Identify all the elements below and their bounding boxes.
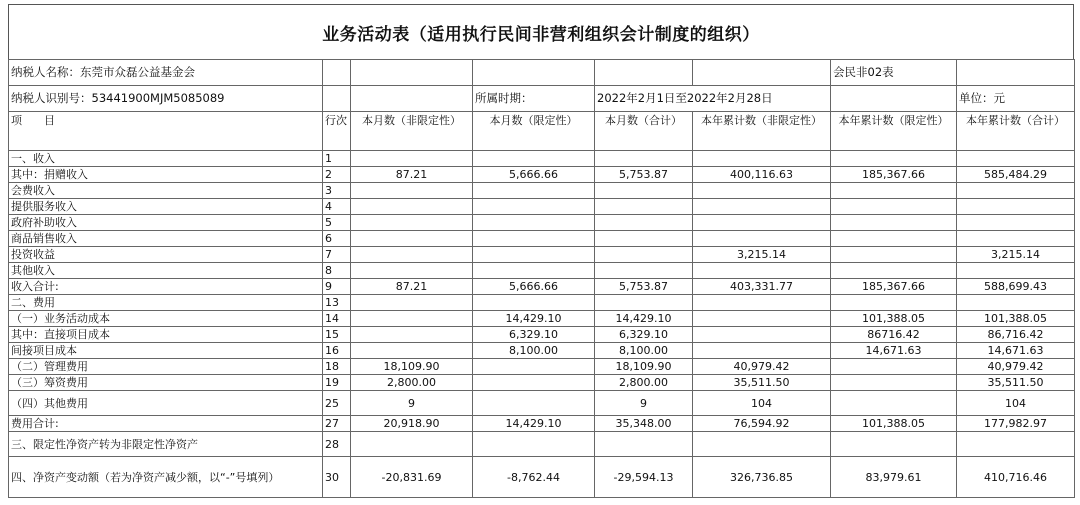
cell-ytd-total bbox=[957, 183, 1075, 199]
cell-month-unrestricted bbox=[351, 247, 473, 263]
cell-month-total bbox=[595, 215, 693, 231]
cell-month-restricted bbox=[473, 359, 595, 375]
cell-month-unrestricted: 87.21 bbox=[351, 167, 473, 183]
table-row bbox=[9, 391, 1075, 416]
cell-item-name: （四）其他费用 bbox=[9, 391, 323, 416]
cell-item-name: 费用合计: bbox=[9, 416, 323, 432]
header-ytd-unrestricted: 本年累计数（非限定性） bbox=[693, 112, 831, 151]
cell-month-total bbox=[595, 295, 693, 311]
cell-ytd-restricted bbox=[831, 199, 957, 215]
table-row bbox=[9, 457, 1075, 498]
cell-month-restricted: 14,429.10 bbox=[473, 416, 595, 432]
cell-month-total: 9 bbox=[595, 391, 693, 416]
table-row bbox=[9, 151, 1075, 167]
cell-line-no: 2 bbox=[323, 167, 351, 183]
cell-ytd-restricted bbox=[831, 375, 957, 391]
cell-ytd-restricted bbox=[831, 183, 957, 199]
cell-line-no: 5 bbox=[323, 215, 351, 231]
cell-month-unrestricted bbox=[351, 151, 473, 167]
cell-month-unrestricted bbox=[351, 263, 473, 279]
cell-month-restricted bbox=[473, 432, 595, 457]
cell-ytd-total: 588,699.43 bbox=[957, 279, 1075, 295]
cell-ytd-restricted bbox=[831, 263, 957, 279]
cell-ytd-unrestricted bbox=[693, 432, 831, 457]
cell-ytd-unrestricted bbox=[693, 263, 831, 279]
cell-ytd-restricted bbox=[831, 295, 957, 311]
table-row bbox=[9, 311, 1075, 327]
cell-ytd-unrestricted bbox=[693, 295, 831, 311]
cell-ytd-restricted: 14,671.63 bbox=[831, 343, 957, 359]
header-ytd-total: 本年累计数（合计） bbox=[957, 112, 1075, 151]
cell-ytd-unrestricted bbox=[693, 343, 831, 359]
header-line-no: 行次 bbox=[323, 112, 351, 151]
cell-month-restricted: -8,762.44 bbox=[473, 457, 595, 498]
cell-ytd-total: 3,215.14 bbox=[957, 247, 1075, 263]
cell-ytd-unrestricted bbox=[693, 183, 831, 199]
cell-ytd-total: 14,671.63 bbox=[957, 343, 1075, 359]
cell-line-no: 9 bbox=[323, 279, 351, 295]
cell-item-name: 其中：直接项目成本 bbox=[9, 327, 323, 343]
cell-month-total: 5,753.87 bbox=[595, 279, 693, 295]
cell-month-restricted bbox=[473, 263, 595, 279]
cell-line-no: 25 bbox=[323, 391, 351, 416]
cell-month-restricted bbox=[473, 215, 595, 231]
header-month-restricted: 本月数（限定性） bbox=[473, 112, 595, 151]
cell-ytd-unrestricted: 35,511.50 bbox=[693, 375, 831, 391]
unit-label: 单位：元 bbox=[957, 86, 1075, 112]
cell-ytd-total: 101,388.05 bbox=[957, 311, 1075, 327]
table-row bbox=[9, 279, 1075, 295]
cell-month-unrestricted bbox=[351, 327, 473, 343]
table-row bbox=[9, 167, 1075, 183]
cell-ytd-restricted bbox=[831, 359, 957, 375]
cell-month-restricted bbox=[473, 391, 595, 416]
cell-month-unrestricted bbox=[351, 343, 473, 359]
cell-item-name: 政府补助收入 bbox=[9, 215, 323, 231]
taxpayer-id: 纳税人识别号：53441900MJM5085089 bbox=[9, 86, 323, 112]
cell-month-total: 8,100.00 bbox=[595, 343, 693, 359]
cell-ytd-total: 86,716.42 bbox=[957, 327, 1075, 343]
cell-ytd-unrestricted: 326,736.85 bbox=[693, 457, 831, 498]
cell-ytd-unrestricted bbox=[693, 231, 831, 247]
column-header-row bbox=[9, 112, 1075, 151]
table-row bbox=[9, 199, 1075, 215]
cell-month-unrestricted bbox=[351, 199, 473, 215]
cell-month-unrestricted bbox=[351, 432, 473, 457]
cell-month-unrestricted bbox=[351, 183, 473, 199]
header-item: 项 目 bbox=[9, 112, 323, 151]
cell-ytd-restricted: 101,388.05 bbox=[831, 311, 957, 327]
table-row bbox=[9, 263, 1075, 279]
table-row bbox=[9, 215, 1075, 231]
cell-month-total: 18,109.90 bbox=[595, 359, 693, 375]
cell-month-unrestricted: -20,831.69 bbox=[351, 457, 473, 498]
cell-line-no: 16 bbox=[323, 343, 351, 359]
header-ytd-restricted: 本年累计数（限定性） bbox=[831, 112, 957, 151]
cell-ytd-total bbox=[957, 432, 1075, 457]
report-table bbox=[8, 59, 1075, 498]
table-row bbox=[9, 231, 1075, 247]
cell-month-unrestricted: 2,800.00 bbox=[351, 375, 473, 391]
cell-month-total bbox=[595, 263, 693, 279]
cell-month-restricted: 5,666.66 bbox=[473, 279, 595, 295]
cell-item-name: （二）管理费用 bbox=[9, 359, 323, 375]
cell-ytd-total: 40,979.42 bbox=[957, 359, 1075, 375]
taxpayer-name: 纳税人名称：东莞市众磊公益基金会 bbox=[9, 60, 323, 86]
table-row bbox=[9, 343, 1075, 359]
cell-month-restricted bbox=[473, 295, 595, 311]
cell-ytd-unrestricted: 76,594.92 bbox=[693, 416, 831, 432]
cell-ytd-restricted bbox=[831, 247, 957, 263]
cell-ytd-total bbox=[957, 263, 1075, 279]
cell-ytd-restricted: 86716.42 bbox=[831, 327, 957, 343]
cell-ytd-unrestricted bbox=[693, 311, 831, 327]
table-row bbox=[9, 375, 1075, 391]
cell-item-name: 提供服务收入 bbox=[9, 199, 323, 215]
meta-row-1 bbox=[9, 60, 1075, 86]
cell-month-total bbox=[595, 183, 693, 199]
cell-item-name: （一）业务活动成本 bbox=[9, 311, 323, 327]
cell-line-no: 15 bbox=[323, 327, 351, 343]
cell-month-total: 35,348.00 bbox=[595, 416, 693, 432]
cell-line-no: 19 bbox=[323, 375, 351, 391]
cell-ytd-unrestricted bbox=[693, 215, 831, 231]
cell-ytd-unrestricted bbox=[693, 199, 831, 215]
cell-item-name: 其他收入 bbox=[9, 263, 323, 279]
report-sheet bbox=[8, 4, 1074, 498]
cell-line-no: 28 bbox=[323, 432, 351, 457]
cell-line-no: 27 bbox=[323, 416, 351, 432]
table-row bbox=[9, 247, 1075, 263]
cell-month-total: 14,429.10 bbox=[595, 311, 693, 327]
cell-line-no: 14 bbox=[323, 311, 351, 327]
table-row bbox=[9, 359, 1075, 375]
table-row bbox=[9, 295, 1075, 311]
table-row bbox=[9, 432, 1075, 457]
period-value: 2022年2月1日至2022年2月28日 bbox=[595, 86, 831, 112]
cell-item-name: 三、限定性净资产转为非限定性净资产 bbox=[9, 432, 323, 457]
table-row bbox=[9, 183, 1075, 199]
cell-ytd-unrestricted: 40,979.42 bbox=[693, 359, 831, 375]
cell-item-name: 间接项目成本 bbox=[9, 343, 323, 359]
form-code: 会民非02表 bbox=[831, 60, 957, 86]
cell-item-name: 一、收入 bbox=[9, 151, 323, 167]
meta-row-2 bbox=[9, 86, 1075, 112]
cell-ytd-total bbox=[957, 151, 1075, 167]
cell-month-unrestricted: 20,918.90 bbox=[351, 416, 473, 432]
cell-month-total bbox=[595, 247, 693, 263]
cell-line-no: 18 bbox=[323, 359, 351, 375]
cell-month-total bbox=[595, 231, 693, 247]
cell-ytd-restricted bbox=[831, 215, 957, 231]
cell-item-name: （三）筹资费用 bbox=[9, 375, 323, 391]
cell-month-total bbox=[595, 432, 693, 457]
cell-month-restricted bbox=[473, 247, 595, 263]
cell-ytd-restricted bbox=[831, 391, 957, 416]
cell-ytd-restricted: 83,979.61 bbox=[831, 457, 957, 498]
cell-line-no: 7 bbox=[323, 247, 351, 263]
cell-month-unrestricted: 87.21 bbox=[351, 279, 473, 295]
cell-ytd-total: 410,716.46 bbox=[957, 457, 1075, 498]
cell-ytd-unrestricted: 403,331.77 bbox=[693, 279, 831, 295]
cell-ytd-total: 585,484.29 bbox=[957, 167, 1075, 183]
cell-month-unrestricted bbox=[351, 311, 473, 327]
header-month-unrestricted: 本月数（非限定性） bbox=[351, 112, 473, 151]
cell-month-unrestricted bbox=[351, 295, 473, 311]
cell-month-restricted bbox=[473, 183, 595, 199]
cell-month-restricted bbox=[473, 199, 595, 215]
cell-ytd-restricted bbox=[831, 432, 957, 457]
cell-line-no: 4 bbox=[323, 199, 351, 215]
cell-month-total bbox=[595, 199, 693, 215]
cell-ytd-restricted: 101,388.05 bbox=[831, 416, 957, 432]
cell-ytd-total bbox=[957, 231, 1075, 247]
cell-ytd-unrestricted bbox=[693, 151, 831, 167]
cell-ytd-unrestricted: 3,215.14 bbox=[693, 247, 831, 263]
cell-item-name: 其中：捐赠收入 bbox=[9, 167, 323, 183]
cell-ytd-unrestricted: 104 bbox=[693, 391, 831, 416]
cell-month-total bbox=[595, 151, 693, 167]
table-row bbox=[9, 327, 1075, 343]
cell-ytd-restricted bbox=[831, 151, 957, 167]
cell-month-restricted bbox=[473, 375, 595, 391]
report-title: 业务活动表（适用执行民间非营利组织会计制度的组织） bbox=[8, 4, 1074, 59]
period-label: 所属时期： bbox=[473, 86, 595, 112]
cell-month-restricted: 5,666.66 bbox=[473, 167, 595, 183]
cell-ytd-total bbox=[957, 295, 1075, 311]
cell-line-no: 3 bbox=[323, 183, 351, 199]
cell-ytd-total: 177,982.97 bbox=[957, 416, 1075, 432]
cell-month-restricted: 8,100.00 bbox=[473, 343, 595, 359]
cell-month-total: 6,329.10 bbox=[595, 327, 693, 343]
table-row bbox=[9, 416, 1075, 432]
cell-month-total: 5,753.87 bbox=[595, 167, 693, 183]
cell-item-name: 收入合计: bbox=[9, 279, 323, 295]
cell-month-unrestricted: 9 bbox=[351, 391, 473, 416]
cell-line-no: 1 bbox=[323, 151, 351, 167]
cell-ytd-total bbox=[957, 199, 1075, 215]
cell-item-name: 二、费用 bbox=[9, 295, 323, 311]
cell-ytd-total: 35,511.50 bbox=[957, 375, 1075, 391]
cell-month-total: -29,594.13 bbox=[595, 457, 693, 498]
cell-ytd-unrestricted bbox=[693, 327, 831, 343]
cell-ytd-unrestricted: 400,116.63 bbox=[693, 167, 831, 183]
cell-ytd-restricted: 185,367.66 bbox=[831, 279, 957, 295]
cell-line-no: 13 bbox=[323, 295, 351, 311]
header-month-total: 本月数（合计） bbox=[595, 112, 693, 151]
cell-item-name: 会费收入 bbox=[9, 183, 323, 199]
cell-item-name: 投资收益 bbox=[9, 247, 323, 263]
cell-month-restricted bbox=[473, 231, 595, 247]
cell-item-name: 商品销售收入 bbox=[9, 231, 323, 247]
cell-month-unrestricted: 18,109.90 bbox=[351, 359, 473, 375]
cell-line-no: 6 bbox=[323, 231, 351, 247]
cell-ytd-restricted bbox=[831, 231, 957, 247]
cell-ytd-restricted: 185,367.66 bbox=[831, 167, 957, 183]
cell-month-unrestricted bbox=[351, 231, 473, 247]
cell-month-restricted bbox=[473, 151, 595, 167]
cell-ytd-total: 104 bbox=[957, 391, 1075, 416]
cell-month-restricted: 14,429.10 bbox=[473, 311, 595, 327]
cell-month-restricted: 6,329.10 bbox=[473, 327, 595, 343]
cell-line-no: 8 bbox=[323, 263, 351, 279]
cell-item-name: 四、净资产变动额（若为净资产减少额，以“-”号填列） bbox=[9, 457, 323, 498]
cell-ytd-total bbox=[957, 215, 1075, 231]
cell-line-no: 30 bbox=[323, 457, 351, 498]
cell-month-unrestricted bbox=[351, 215, 473, 231]
cell-month-total: 2,800.00 bbox=[595, 375, 693, 391]
